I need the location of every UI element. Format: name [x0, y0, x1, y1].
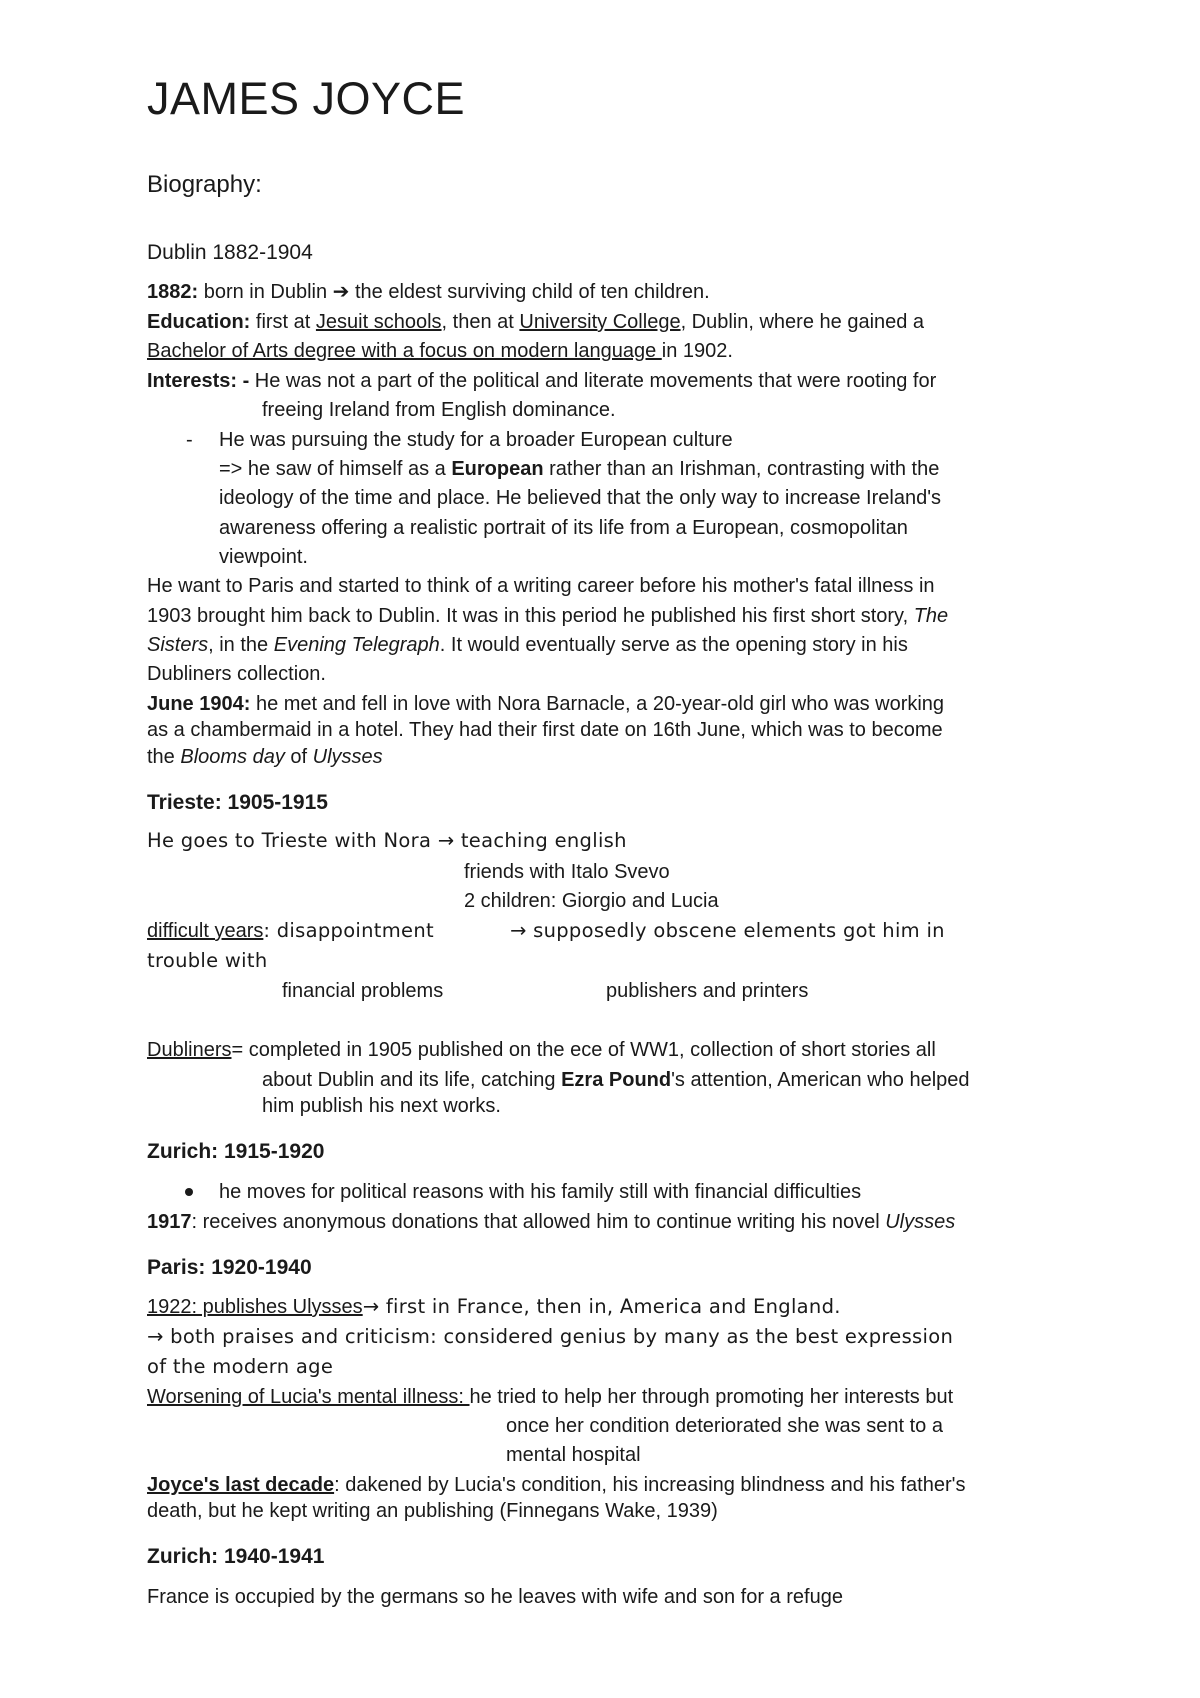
paris-line-8: death, but he kept writing an publishing (Finnegans Wake, 1939)	[147, 1500, 718, 1522]
paris-heading: Paris: 1920-1940	[147, 1256, 312, 1279]
line-interests-3: He was pursuing the study for a broader European culture	[219, 429, 733, 451]
trieste-line-4: difficult years: disappointment	[147, 919, 434, 942]
line-paris-par-3: Sisters, in the Evening Telegraph. It would eventually serve as the opening story in his	[147, 634, 908, 656]
line-june-3: the Blooms day of Ulysses	[147, 746, 383, 768]
line-paris-par-1: He want to Paris and started to think of a writing career before his mother's fatal illness in	[147, 575, 935, 597]
paris-line-1: 1922: publishes Ulysses→ first in France, then in, America and England.	[147, 1295, 841, 1318]
trieste-heading: Trieste: 1905-1915	[147, 791, 328, 814]
paris-line-2: → both praises and criticism: considered genius by many as the best expression	[147, 1325, 954, 1348]
interests-dash: -	[186, 429, 193, 451]
biography-heading: Biography:	[147, 171, 262, 198]
dubliners-line-1: Dubliners= completed in 1905 published on the ece of WW1, collection of short stories all	[147, 1039, 936, 1061]
paris-line-5: once her condition deteriorated she was sent to a	[506, 1415, 943, 1437]
bullet-icon	[185, 1188, 193, 1196]
line-interests: Interests: - He was not a part of the political and literate movements that were rooting for	[147, 370, 937, 392]
line-interests-4: => he saw of himself as a European rather than an Irishman, contrasting with the	[219, 458, 940, 480]
line-education-2: Bachelor of Arts degree with a focus on modern language in 1902.	[147, 340, 733, 362]
dubliners-line-2: about Dublin and its life, catching Ezra Pound's attention, American who helped	[262, 1069, 970, 1091]
line-paris-par-4: Dubliners collection.	[147, 663, 326, 685]
line-education: Education: first at Jesuit schools, then at University College, Dublin, where he gained a	[147, 311, 925, 333]
line-june: June 1904: he met and fell in love with Nora Barnacle, a 20-year-old girl who was working	[147, 693, 945, 715]
dublin-heading: Dublin 1882-1904	[147, 241, 313, 264]
trieste-line-3: 2 children: Giorgio and Lucia	[464, 890, 719, 912]
line-1882: 1882: born in Dublin ➔ the eldest surviving child of ten children.	[147, 281, 710, 303]
zurich2-heading: Zurich: 1940-1941	[147, 1545, 325, 1568]
line-interests-6: awareness offering a realistic portrait of its life from a European, cosmopolitan	[219, 517, 908, 539]
dubliners-line-3: him publish his next works.	[262, 1095, 501, 1117]
zurich1-heading: Zurich: 1915-1920	[147, 1140, 325, 1163]
line-interests-7: viewpoint.	[219, 546, 308, 568]
trieste-line-6b: publishers and printers	[606, 980, 809, 1002]
trieste-line-1: He goes to Trieste with Nora → teaching english	[147, 829, 627, 852]
paris-line-6: mental hospital	[506, 1444, 641, 1466]
line-june-2: as a chambermaid in a hotel. They had their first date on 16th June, which was to become	[147, 719, 943, 741]
trieste-line-5: trouble with	[147, 949, 268, 972]
paris-line-3: of the modern age	[147, 1355, 334, 1378]
line-interests-5: ideology of the time and place. He believed that the only way to increase Ireland's	[219, 487, 942, 509]
paris-line-4: Worsening of Lucia's mental illness: he tried to help her through promoting her interests but	[147, 1386, 954, 1408]
zurich1-line-2: 1917: receives anonymous donations that allowed him to continue writing his novel Ulysses	[147, 1211, 956, 1233]
line-interests-2: freeing Ireland from English dominance.	[262, 399, 616, 421]
zurich2-line-1: France is occupied by the germans so he leaves with wife and son for a refuge	[147, 1586, 843, 1608]
trieste-line-4b: → supposedly obscene elements got him in	[510, 919, 945, 942]
zurich1-bullet: he moves for political reasons with his family still with financial difficulties	[219, 1181, 862, 1203]
paris-line-7: Joyce's last decade: dakened by Lucia's condition, his increasing blindness and his father's	[147, 1474, 966, 1496]
line-paris-par-2: 1903 brought him back to Dublin. It was in this period he published his first short story, The	[147, 605, 949, 627]
document-title: JAMES JOYCE	[147, 73, 466, 124]
trieste-line-6a: financial problems	[282, 980, 444, 1002]
trieste-line-2: friends with Italo Svevo	[464, 861, 670, 883]
